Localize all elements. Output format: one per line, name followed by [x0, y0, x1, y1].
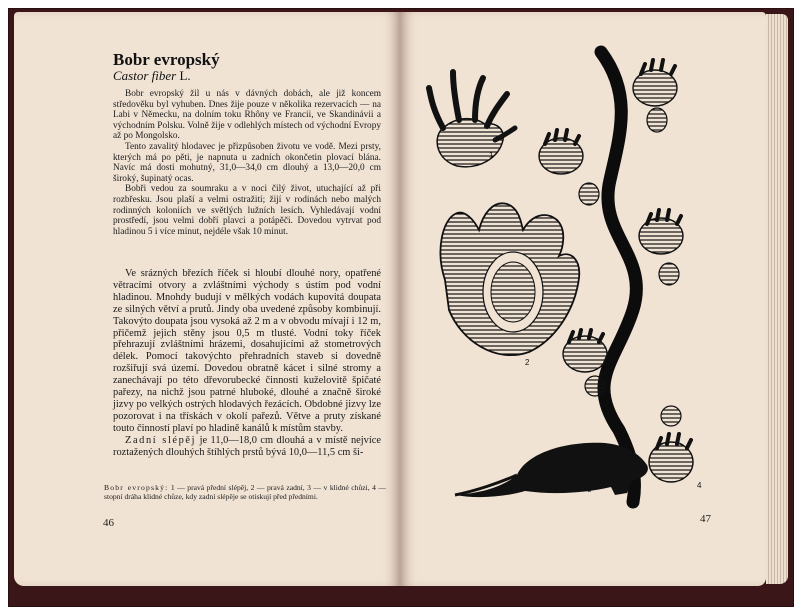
track-print	[633, 60, 677, 132]
intro-text	[113, 89, 381, 237]
label-1: 1	[489, 151, 494, 160]
main-paragraph-1: Ve srázných březích říček si hloubí dlouhé nory, opatřené větracími otvory a zvláštními východy s ústím pod vodní hladinou. Mnohdy budují v mělkých vodách kupovitá doupata ze silných větví a prutů. Jindy oba uvedené způsoby kombinují. Takovýto doupata jsou vysoká až 2 m a v obvodu mívají i 12 m, přičemž jejich stěny jsou 0,5 m tlusté. Vodní toky říček přehrazují zvláštními hrázemi, dosahujícími až stometrových délek. Pomocí takovýchto přehradních staveb si dovedně rozšiřují svá území. Dovedou obratně kácet i silné stromy a zanechávají po této dřevorubecké činnosti kuželovitě špičaté pařezy, na nichž jsou patrné hluboké, dlouhé a značně široké jizvy po velkých ostrých hlodavých řezácích. Obdobné jizvy lze pozorovat i na třískách v okolí pařezů. Větve a pruty získané touto činností plaví po hladině kanálů k místům stavby.	[113, 268, 381, 434]
track-print	[649, 406, 693, 482]
caption-body: 1 — pravá přední slépěj, 2 — pravá zadní, 3 — v klidné chůzi, 4 — stopní dráha klidné chůze, kdy zadní slépěje se otiskují před předními.	[104, 483, 387, 502]
track-print	[639, 210, 683, 285]
page-number-left: 46	[103, 517, 114, 529]
label-3: 3	[587, 485, 592, 494]
intro-paragraph-1: Bobr evropský žil u nás v dávných dobách, ale již koncem středověku byl vyhuben. Dnes žije pouze v několika rezervacích — na Labi v Německu, na dolním toku Rhôny ve Francii, ve Skandinávii a východním Polsku. Volně žije v odlehlých místech od východní Evropy až po Mongolsko.	[113, 89, 381, 142]
intro-paragraph-2: Tento zavalitý hlodavec je přizpůsoben životu ve vodě. Mezi prsty, kterých má po pěti, je napnuta u zadních okončetin plovací blána. Navíc má dosti mohutný, 31,0—34,0 cm dlouhý a 13,0—20,0 cm široký, šupinatý ocas.	[113, 141, 381, 184]
hind-footprint-large	[440, 203, 579, 355]
track-print	[539, 130, 599, 205]
label-2: 2	[525, 358, 530, 367]
latin-genus-species: Castor fiber	[113, 68, 177, 83]
main-paragraph-2-rest: je 11,0—18,0 cm dlouhá a v místě nejvíce roztažených dlouhých štíhlých prstů bývá 10,0—11,5 cm ši-	[113, 434, 381, 458]
footprints-illustration	[405, 40, 705, 510]
spaced-term: Zadní slépěj	[125, 434, 197, 446]
main-text	[113, 268, 381, 459]
page-edges	[766, 14, 788, 584]
label-4: 4	[697, 481, 702, 490]
species-title: Bobr evropský	[113, 50, 220, 69]
latin-author: L.	[179, 68, 191, 83]
beaver-silhouette	[455, 443, 648, 497]
track-line	[601, 52, 636, 502]
main-paragraph-2	[113, 435, 381, 459]
track-print	[563, 330, 607, 396]
intro-paragraph-3: Bobři vedou za soumraku a v noci čilý život, utuchající až při rozbřesku. Jsou plaší a velmi ostražití; žijí v rodinách nebo malých rodinných koloniích ve světlých lužních lesích. Vyhledávají vodní prostředí, jsou velmi dobří plavci a potápěči. Dovedou vytrvat pod hladinou 5 i více minut, nejdéle však 10 minut.	[113, 184, 381, 237]
front-footprint-large	[429, 72, 515, 167]
footprints-svg	[405, 40, 705, 510]
caption-head: Bobr evropský:	[104, 483, 169, 492]
latin-name	[113, 68, 191, 84]
figure-caption	[104, 483, 386, 501]
page-number-right: 47	[700, 513, 711, 525]
